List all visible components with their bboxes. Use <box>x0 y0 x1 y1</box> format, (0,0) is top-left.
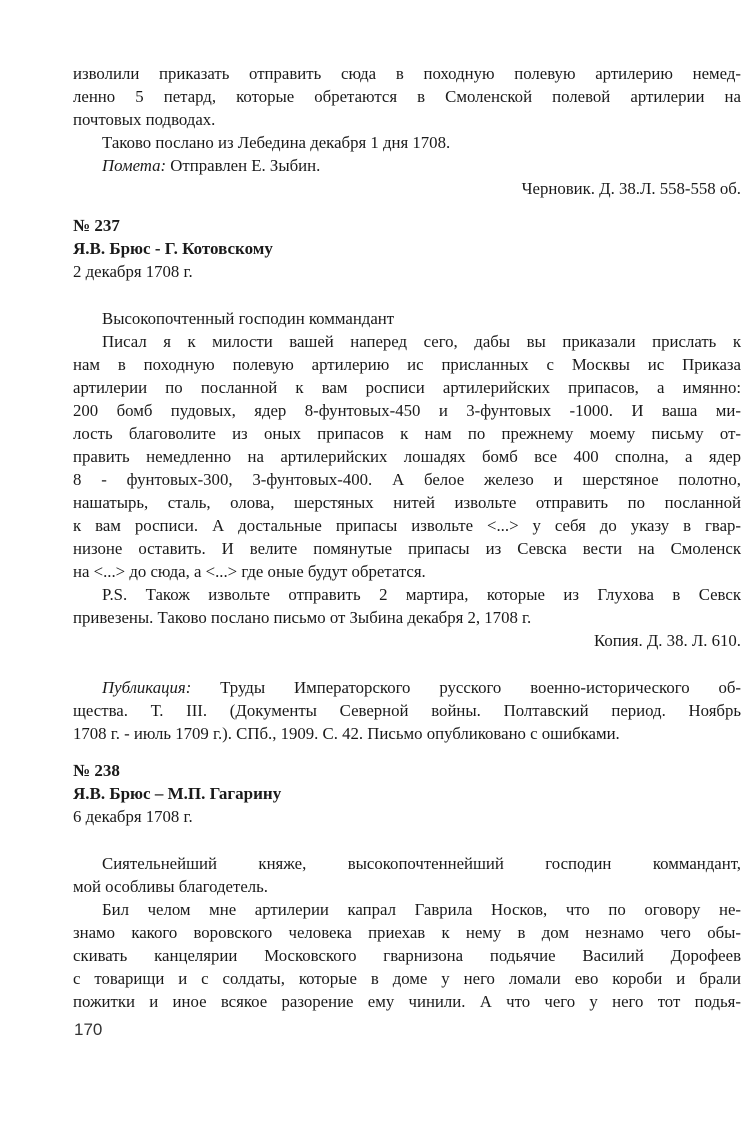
text-line: почтовых подводах. <box>73 110 216 129</box>
text-line: щества. Т. III. (Документы Северной войны. Полтавский период. Ноябрь <box>73 701 741 720</box>
postscript-line: P.S. Також извольте отправить 2 мартира, которые из Глухова в Севск <box>102 585 741 604</box>
text-line: изволили приказать отправить сюда в походную полевую артилерию немед- <box>73 64 741 83</box>
sent-note: Таково послано из Лебедина декабря 1 дня 1708. <box>102 133 451 152</box>
salutation: Высокопочтенный господин коммандант <box>102 309 395 328</box>
text-line: 8 - фунтовых-300, 3-фунтовых-400. А белое железо и шерстяное полотно, <box>73 470 741 489</box>
text-line: пожитки и иное всякое разорение ему чинили. А что чего у него тот подья- <box>73 992 741 1011</box>
publication-note <box>73 676 741 699</box>
text-line: низоне оставить. И велите помянутые припасы из Севска вести на Смоленск <box>73 539 741 558</box>
publication-text: Труды Императорского русского военно-исторического об- <box>191 678 741 697</box>
text-line: знамо какого воровского человека приехав к нему в дом незнамо чего обы- <box>73 923 741 942</box>
annotation-text: Отправлен Е. Зыбин. <box>166 156 321 175</box>
text-line: лость благоволите из оных припасов к нам по прежнему моему письму от- <box>73 424 741 443</box>
text-line: с товарищи и с солдаты, которые в доме у него ломали ево короби и брали <box>73 969 741 988</box>
publication-label: Публикация: <box>102 678 192 697</box>
previous-document-end <box>73 62 741 200</box>
text-line: Бил челом мне артилерии капрал Гаврила Носков, что по оговору не- <box>102 900 741 919</box>
annotation-label: Помета: <box>102 156 167 175</box>
page-number: 170 <box>74 1020 103 1039</box>
document-238 <box>73 759 741 1013</box>
text-line: на <...> до сюда, а <...> где оные будут обретатся. <box>73 562 426 581</box>
archive-source: Копия. Д. 38. Л. 610. <box>594 631 741 650</box>
document-number: № 237 <box>73 216 120 235</box>
document-237 <box>73 214 741 745</box>
document-number: № 238 <box>73 761 120 780</box>
text-line: нашатырь, сталь, олова, шерстяных нитей извольте отправить по посланной <box>73 493 741 512</box>
text-line: Писал я к милости вашей наперед сего, дабы вы приказали прислать к <box>102 332 741 351</box>
postscript-line: привезены. Таково послано письмо от Зыбина декабря 2, 1708 г. <box>73 608 532 627</box>
text-line: нам в походную полевую артилерию ис присланных с Москвы ис Приказа <box>73 355 741 374</box>
page-content <box>73 62 741 1013</box>
text-line: 200 бомб пудовых, ядер 8-фунтовых-450 и 3-фунтовых -1000. И ваша ми- <box>73 401 741 420</box>
text-line: 1708 г. - июль 1709 г.). СПб., 1909. С. 42. Письмо опубликовано с ошибками. <box>73 724 620 743</box>
text-line: ленно 5 петард, которые обретаются в Смоленской полевой артилерии на <box>73 87 741 106</box>
text-line: к вам росписи. А достальные припасы извольте <...> у себя до указу в гвар- <box>73 516 741 535</box>
document-date: 6 декабря 1708 г. <box>73 807 193 826</box>
annotation <box>73 154 741 177</box>
text-line: артилерии по посланной к вам росписи артилерийских припасов, а имянно: <box>73 378 741 397</box>
salutation: Сиятельнейший княже, высокопочтеннейший господин коммандант, <box>102 854 741 873</box>
text-line: скивать канцелярии Московского гварнизона подьячие Василий Дорофеев <box>73 946 741 965</box>
salutation: мой особливы благодетель. <box>73 877 269 896</box>
document-title: Я.В. Брюс - Г. Котовскому <box>73 239 273 258</box>
document-title: Я.В. Брюс – М.П. Гагарину <box>73 784 282 803</box>
text-line: править немедленно на артилерийских лошадях бомб все 400 сполна, а ядер <box>73 447 741 466</box>
archive-source: Черновик. Д. 38.Л. 558-558 об. <box>521 179 741 198</box>
document-date: 2 декабря 1708 г. <box>73 262 193 281</box>
